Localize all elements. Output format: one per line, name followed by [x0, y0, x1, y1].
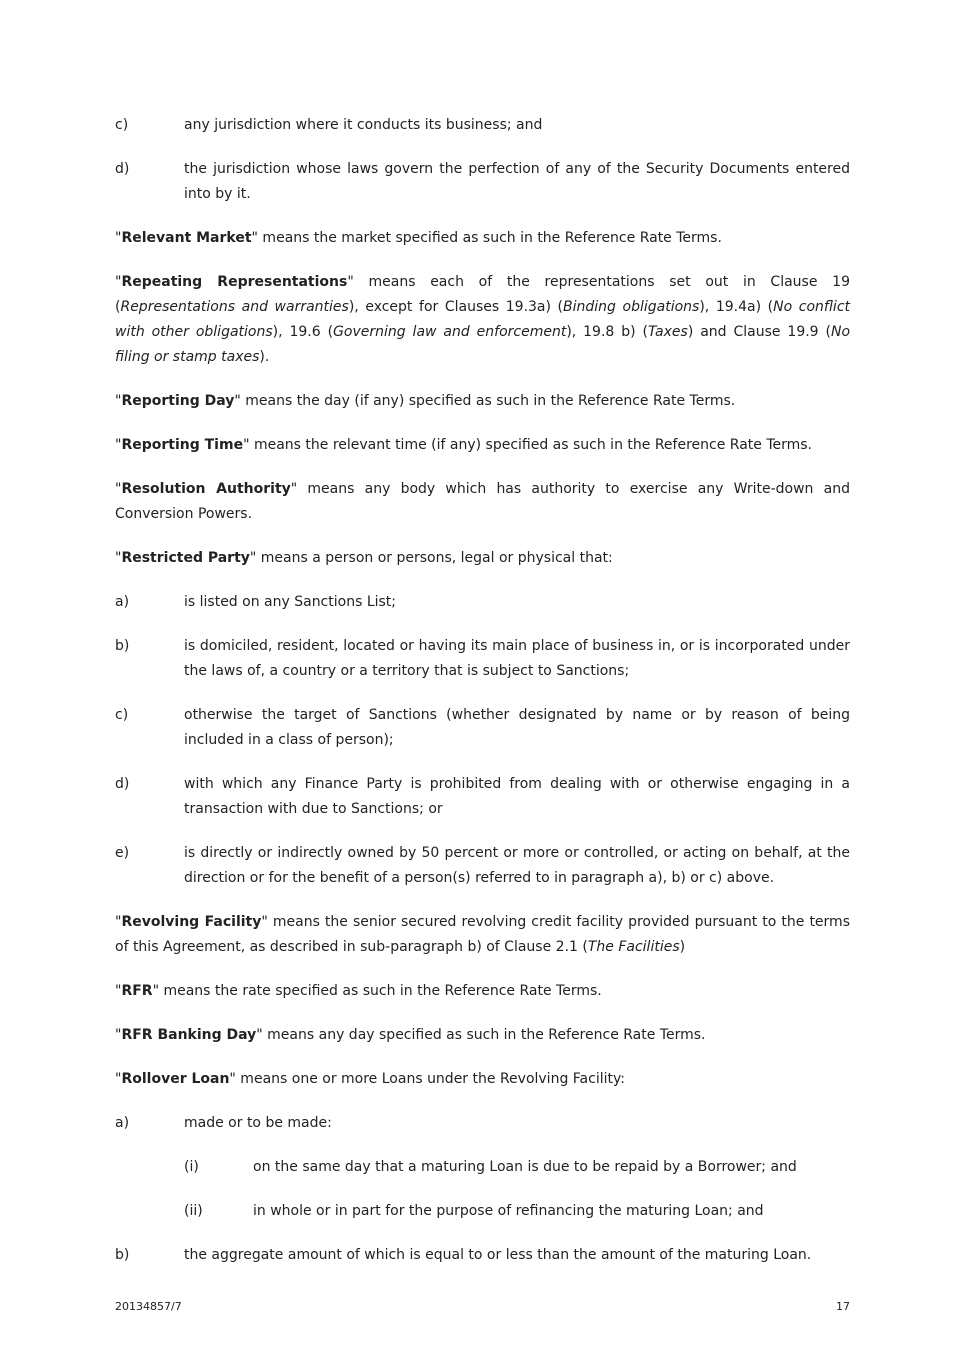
item-label: b) [115, 638, 130, 654]
definition-text: " means each of the representations set out in Clause 19 ( [115, 274, 850, 315]
list-item [115, 1243, 850, 1268]
clause-reference: The Facilities [587, 939, 680, 955]
list-item [115, 841, 850, 891]
list-item [115, 113, 850, 138]
definition-repeating-representations: "Repeating Representations" means each of the representations set out in Clause 19 (Representations and warranties), except for Clauses 19.3a) (Binding obligations), 19.4a) (No conflict with other obligations), 19.6 (Governing law and enforcement), 19.8 b) (Taxes) and Clause 19.9 (No filing or stamp taxes). [115, 274, 851, 365]
defined-term: Reporting Time [121, 437, 244, 453]
list-item [115, 1111, 850, 1136]
definition-relevant-market: "Relevant Market" means the market specified as such in the Reference Rate Terms. [115, 230, 722, 246]
clause-reference: No conflict with other obligations [115, 299, 851, 340]
item-text: on the same day that a maturing Loan is due to be repaid by a Borrower; and [253, 1159, 797, 1175]
item-text: the aggregate amount of which is equal to or less than the amount of the maturing Loan. [184, 1247, 812, 1263]
item-text: the jurisdiction whose laws govern the perfection of any of the Security Documents entered into by it. [184, 161, 850, 202]
defined-term: Resolution Authority [121, 481, 291, 497]
definition-rfr-banking-day: "RFR Banking Day" means any day specified as such in the Reference Rate Terms. [115, 1027, 706, 1043]
defined-term: RFR Banking Day [121, 1027, 257, 1043]
item-label: a) [115, 1115, 130, 1131]
defined-term: Reporting Day [121, 393, 235, 409]
definition-revolving-facility: "Revolving Facility" means the senior secured revolving credit facility provided pursuant to the terms of this Agreement, as described in sub-paragraph b) of Clause 2.1 (The Facilities) [115, 914, 850, 955]
item-text: any jurisdiction where it conducts its business; and [184, 117, 543, 133]
definition-text: " means the day (if any) specified as such in the Reference Rate Terms. [234, 393, 736, 409]
definition-text: ), 19.6 ( [272, 324, 334, 340]
definition-text: " means a person or persons, legal or physical that: [249, 550, 613, 566]
definition-restricted-party: "Restricted Party" means a person or persons, legal or physical that: [115, 550, 613, 566]
definition-text: " means the relevant time (if any) specified as such in the Reference Rate Terms. [243, 437, 813, 453]
definition-rollover-loan: "Rollover Loan" means one or more Loans under the Revolving Facility: [115, 1071, 625, 1087]
item-label: d) [115, 161, 130, 177]
definition-text: " means any body which has authority to exercise any Write-down and Conversion Powers. [115, 481, 850, 522]
list-item [115, 634, 850, 684]
list-item [115, 590, 850, 615]
defined-term: Revolving Facility [121, 914, 262, 930]
clause-reference: Binding obligations [563, 299, 700, 315]
defined-term: Rollover Loan [121, 1071, 230, 1087]
definition-text: " means the market specified as such in the Reference Rate Terms. [251, 230, 722, 246]
definition-text: " means the rate specified as such in the Reference Rate Terms. [152, 983, 602, 999]
defined-term: RFR [121, 983, 153, 999]
item-text: is directly or indirectly owned by 50 percent or more or controlled, or acting on behalf, at the direction or for the benefit of a person(s) referred to in paragraph a), b) or c) above. [184, 845, 850, 886]
clause-reference: Taxes [647, 324, 688, 340]
sub-list-item [184, 1155, 850, 1180]
item-label: e) [115, 845, 130, 861]
item-text: is listed on any Sanctions List; [184, 594, 397, 610]
item-label: (i) [184, 1159, 199, 1175]
page-number: 17 [836, 1300, 850, 1313]
definition-text: ), except for Clauses 19.3a) ( [348, 299, 564, 315]
definition-rfr: "RFR" means the rate specified as such in the Reference Rate Terms. [115, 983, 602, 999]
list-item [115, 157, 850, 207]
definition-text: ) and Clause 19.9 ( [687, 324, 831, 340]
item-label: d) [115, 776, 130, 792]
item-label: a) [115, 594, 130, 610]
list-item [115, 703, 850, 753]
item-label: b) [115, 1247, 130, 1263]
clause-reference: No filing or stamp taxes [115, 324, 851, 365]
list-item [115, 772, 850, 822]
definition-text: ), 19.8 b) ( [566, 324, 648, 340]
definition-resolution-authority: "Resolution Authority" means any body which has authority to exercise any Write-down and Conversion Powers. [115, 481, 850, 522]
item-text: otherwise the target of Sanctions (whether designated by name or by reason of being included in a class of person); [184, 707, 850, 748]
defined-term: Repeating Representations [121, 274, 348, 290]
document-reference: 20134857/7 [115, 1300, 182, 1313]
item-text: in whole or in part for the purpose of refinancing the maturing Loan; and [253, 1203, 764, 1219]
definition-text: ). [259, 349, 270, 365]
definition-text: ), 19.4a) ( [699, 299, 774, 315]
defined-term: Relevant Market [121, 230, 252, 246]
definition-text: " means the senior secured revolving credit facility provided pursuant to the terms of this Agreement, as described in sub-paragraph b) of Clause 2.1 ( [115, 914, 850, 955]
defined-term: Restricted Party [121, 550, 250, 566]
item-text: with which any Finance Party is prohibited from dealing with or otherwise engaging in a transaction with due to Sanctions; or [184, 776, 850, 817]
clause-reference: Representations and warranties [120, 299, 349, 315]
definition-reporting-time: "Reporting Time" means the relevant time (if any) specified as such in the Reference Rate Terms. [115, 437, 813, 453]
definition-text: ) [679, 939, 686, 955]
definition-text: " means any day specified as such in the Reference Rate Terms. [256, 1027, 706, 1043]
page-content [115, 113, 850, 1287]
sub-list-item [184, 1199, 850, 1224]
item-label: (ii) [184, 1203, 203, 1219]
item-label: c) [115, 707, 129, 723]
item-label: c) [115, 117, 129, 133]
item-text: is domiciled, resident, located or having its main place of business in, or is incorporated under the laws of, a country or a territory that is subject to Sanctions; [184, 638, 850, 679]
definition-reporting-day: "Reporting Day" means the day (if any) specified as such in the Reference Rate Terms. [115, 393, 736, 409]
item-text: made or to be made: [184, 1115, 332, 1131]
definition-text: " means one or more Loans under the Revolving Facility: [229, 1071, 625, 1087]
clause-reference: Governing law and enforcement [333, 324, 567, 340]
